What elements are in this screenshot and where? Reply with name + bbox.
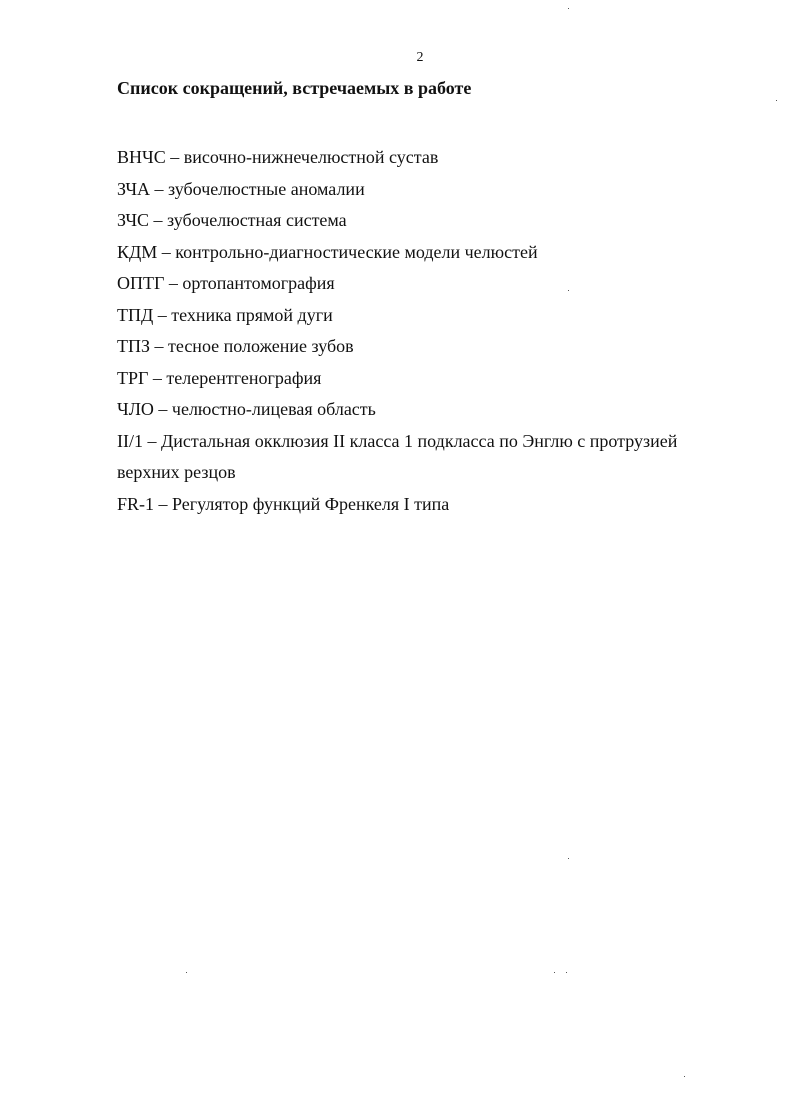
scan-speck (776, 100, 777, 101)
list-item: ЗЧА – зубочелюстные аномалии (117, 178, 365, 199)
scan-speck (566, 972, 567, 973)
abbreviation-list (117, 142, 717, 520)
scan-speck (568, 290, 569, 291)
list-item: ОПТГ – ортопантомография (117, 273, 335, 293)
list-item: ТРГ – телерентгенография (117, 367, 322, 388)
page-number: 2 (416, 50, 424, 65)
list-item: FR-1 – Регулятор функций Френкеля I типа (117, 493, 450, 514)
list-item: КДМ – контрольно-диагностические модели челюстей (117, 241, 538, 262)
list-item: ЗЧС – зубочелюстная система (117, 210, 347, 230)
list-item-continuation: верхних резцов (117, 462, 236, 482)
list-item: ЧЛО – челюстно-лицевая область (117, 399, 376, 419)
scan-speck (568, 8, 569, 9)
page-title: Список сокращений, встречаемых в работе (117, 78, 472, 98)
list-item: ТПЗ – тесное положение зубов (117, 336, 354, 356)
list-item: ВНЧС – височно-нижнечелюстной сустав (117, 147, 439, 167)
scan-speck (554, 972, 555, 973)
list-item: II/1 – Дистальная окклюзия II класса 1 подкласса по Энглю с протрузией (117, 430, 678, 451)
scan-speck (568, 858, 569, 859)
scan-speck (186, 972, 187, 973)
list-item: ТПД – техника прямой дуги (117, 304, 333, 325)
scan-speck (684, 1076, 685, 1077)
